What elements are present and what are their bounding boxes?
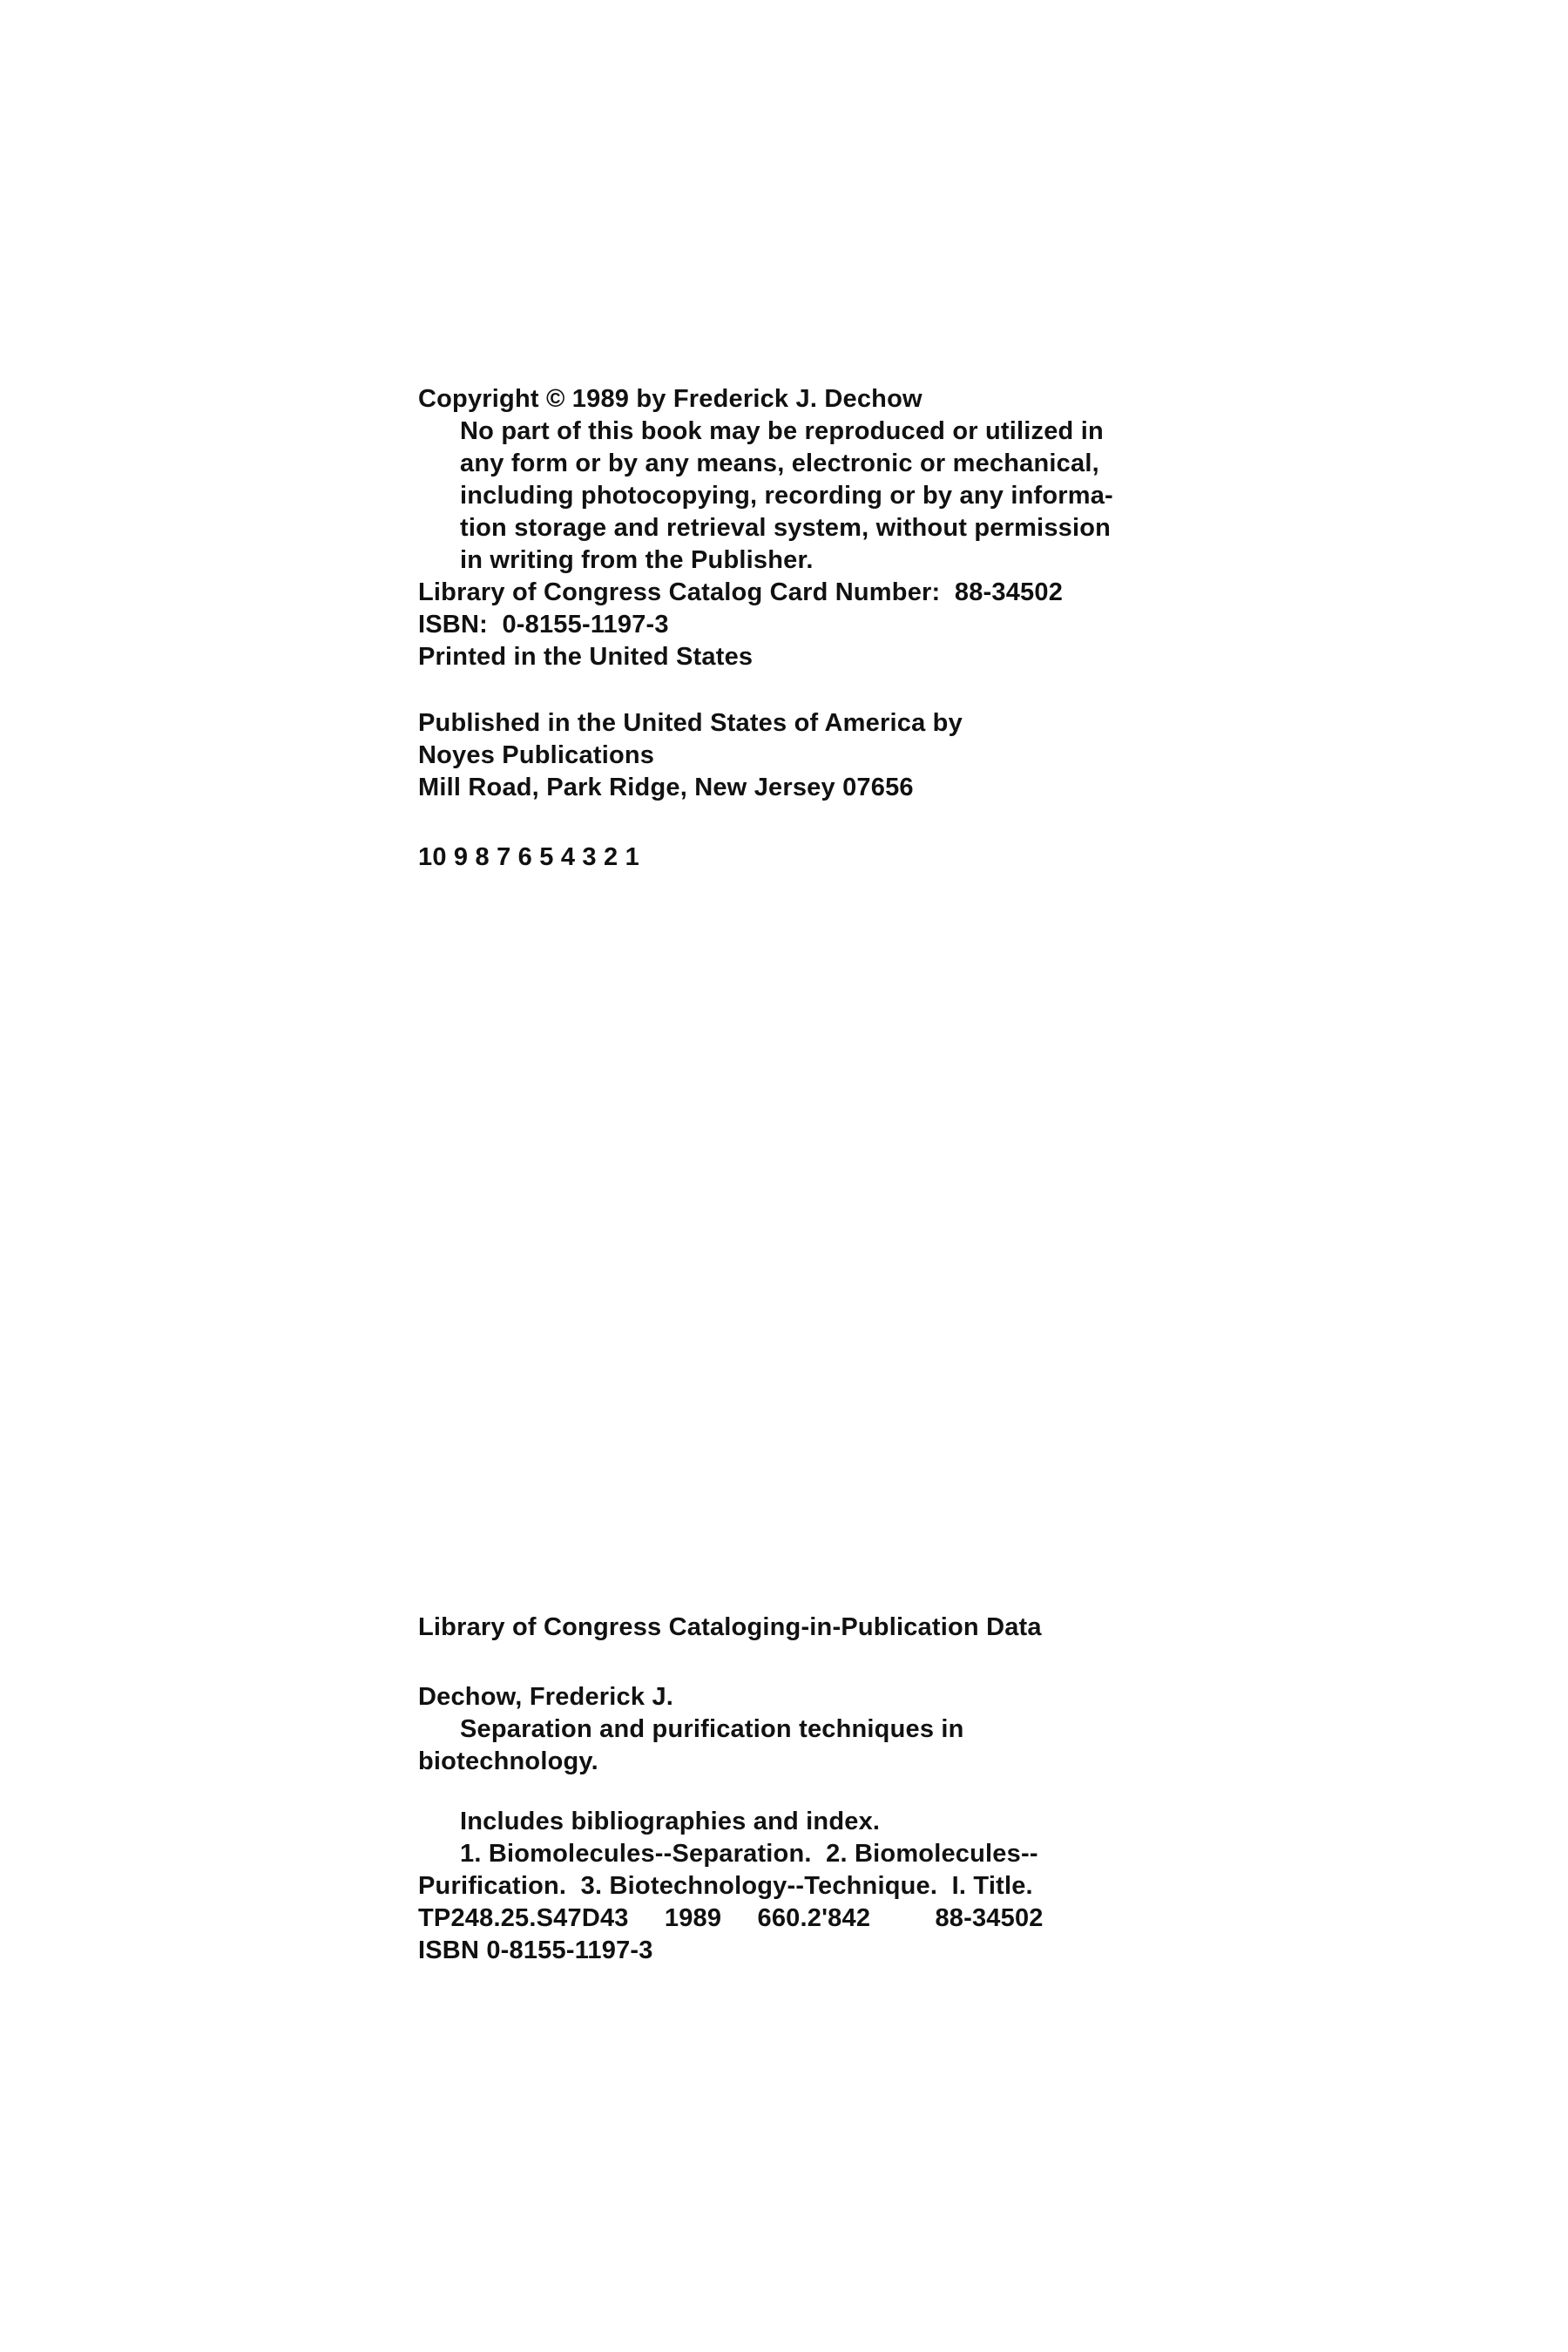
- cip-subjects-block: [418, 1806, 1167, 1967]
- rights-notice-line: No part of this book may be reproduced or utilized in: [460, 417, 1104, 445]
- cip-title-line: biotechnology.: [418, 1747, 598, 1775]
- copyright-heading: Copyright © 1989 by Frederick J. Dechow: [418, 385, 923, 413]
- cip-author: Dechow, Frederick J.: [418, 1683, 674, 1711]
- printing-numbers: 10 9 8 7 6 5 4 3 2 1: [418, 843, 639, 871]
- publisher-name: Noyes Publications: [418, 741, 655, 769]
- rights-notice-line: tion storage and retrieval system, without permission: [460, 514, 1112, 542]
- printed-line: Printed in the United States: [418, 643, 754, 671]
- rights-notice-line: including photocopying, recording or by any informa-: [460, 482, 1113, 510]
- printing-line-block: [418, 841, 1167, 874]
- isbn-line: ISBN: 0-8155-1197-3: [418, 611, 669, 639]
- cip-isbn: ISBN 0-8155-1197-3: [418, 1936, 653, 1964]
- cip-heading-block: [418, 1612, 1167, 1644]
- publisher-block: [418, 707, 1167, 804]
- cip-heading: Library of Congress Cataloging-in-Publication Data: [418, 1613, 1042, 1641]
- cip-subjects-line: 1. Biomolecules--Separation. 2. Biomolecules--: [460, 1840, 1038, 1868]
- lccn-line: Library of Congress Catalog Card Number: 88-34502: [418, 578, 1064, 606]
- publisher-address: Mill Road, Park Ridge, New Jersey 07656: [418, 774, 914, 801]
- cip-entry-block: [418, 1681, 1167, 1778]
- rights-notice-line: in writing from the Publisher.: [460, 546, 814, 574]
- copyright-block: [418, 383, 1167, 673]
- cip-includes: Includes bibliographies and index.: [460, 1808, 881, 1835]
- rights-notice-line: any form or by any means, electronic or mechanical,: [460, 449, 1099, 477]
- cip-subjects-line: Purification. 3. Biotechnology--Technique. I. Title.: [418, 1872, 1033, 1900]
- publisher-line: Published in the United States of America by: [418, 709, 963, 737]
- cip-title-line: Separation and purification techniques in: [460, 1715, 964, 1743]
- cip-classification: TP248.25.S47D43 1989 660.2'842 88-34502: [418, 1904, 1044, 1932]
